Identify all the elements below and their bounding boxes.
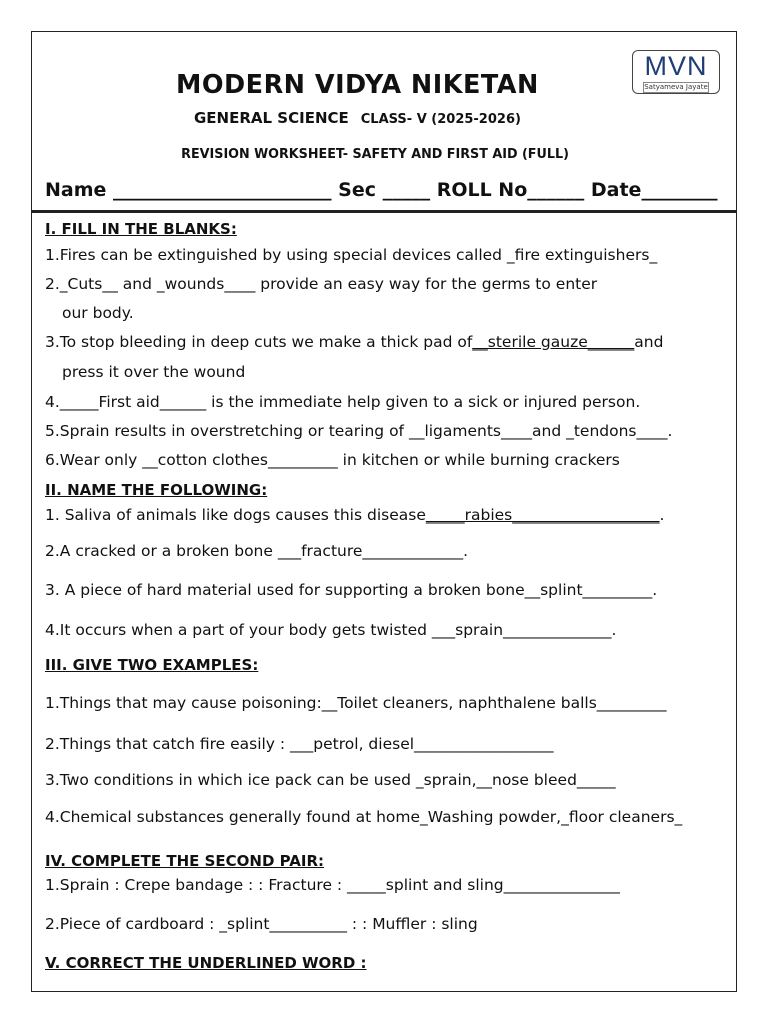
subject-line — [194, 109, 521, 127]
student-details-line: Name _______________________ Sec _____ ROLL No______ Date________ — [45, 179, 718, 201]
question-line: 4.Chemical substances generally found at home_Washing powder,_floor cleaners_ — [45, 808, 683, 826]
section-heading: V. CORRECT THE UNDERLINED WORD : — [45, 954, 367, 972]
question-line: 4._____First aid______ is the immediate help given to a sick or injured person. — [45, 393, 641, 411]
question-line: 2.A cracked or a broken bone ___fracture_____________. — [45, 542, 469, 560]
question-line: 3.To stop bleeding in deep cuts we make a thick pad of__sterile gauze______and — [45, 333, 664, 351]
section-heading: III. GIVE TWO EXAMPLES: — [45, 656, 259, 674]
question-line: 3. A piece of hard material used for supporting a broken bone__splint_________. — [45, 581, 658, 599]
school-name: MODERN VIDYA NIKETAN — [176, 70, 539, 100]
section-heading: I. FILL IN THE BLANKS: — [45, 220, 237, 238]
question-line: 6.Wear only __cotton clothes_________ in kitchen or while burning crackers — [45, 451, 620, 469]
worksheet-page — [31, 31, 737, 992]
question-line: 1.Things that may cause poisoning:__Toilet cleaners, naphthalene balls_________ — [45, 694, 667, 712]
question-line: press it over the wound — [62, 363, 246, 381]
question-line: 4.It occurs when a part of your body gets twisted ___sprain______________. — [45, 621, 617, 639]
worksheet-title: REVISION WORKSHEET- SAFETY AND FIRST AID (FULL) — [181, 147, 569, 162]
question-line: 1.Fires can be extinguished by using special devices called _fire extinguishers_ — [45, 246, 658, 264]
question-line: 1. Saliva of animals like dogs causes this disease_____rabies___________________. — [45, 506, 665, 524]
answer-blank: __sterile gauze______ — [472, 333, 635, 351]
question-line: 2.Things that catch fire easily : ___petrol, diesel__________________ — [45, 735, 554, 753]
question-line: 1.Sprain : Crepe bandage : : Fracture : _____splint and sling_______________ — [45, 876, 620, 894]
header-divider — [32, 210, 736, 213]
class-label: CLASS- V (2025-2026) — [360, 112, 521, 127]
question-line: 2.Piece of cardboard : _splint__________ : : Muffler : sling — [45, 915, 478, 933]
answer-blank: _____rabies___________________ — [425, 506, 660, 524]
logo-tagline: Satyameva Jayate — [644, 83, 708, 91]
logo-text: MVN — [644, 51, 708, 81]
question-line: our body. — [62, 304, 134, 322]
section-heading: II. NAME THE FOLLOWING: — [45, 481, 268, 499]
question-line: 2._Cuts__ and _wounds____ provide an easy way for the germs to enter — [45, 275, 598, 293]
section-heading: IV. COMPLETE THE SECOND PAIR: — [45, 852, 325, 870]
question-line: 5.Sprain results in overstretching or tearing of __ligaments____and _tendons____. — [45, 422, 673, 440]
question-line: 3.Two conditions in which ice pack can be used _sprain,__nose bleed_____ — [45, 771, 616, 789]
subject-title: GENERAL SCIENCE — [194, 109, 349, 127]
